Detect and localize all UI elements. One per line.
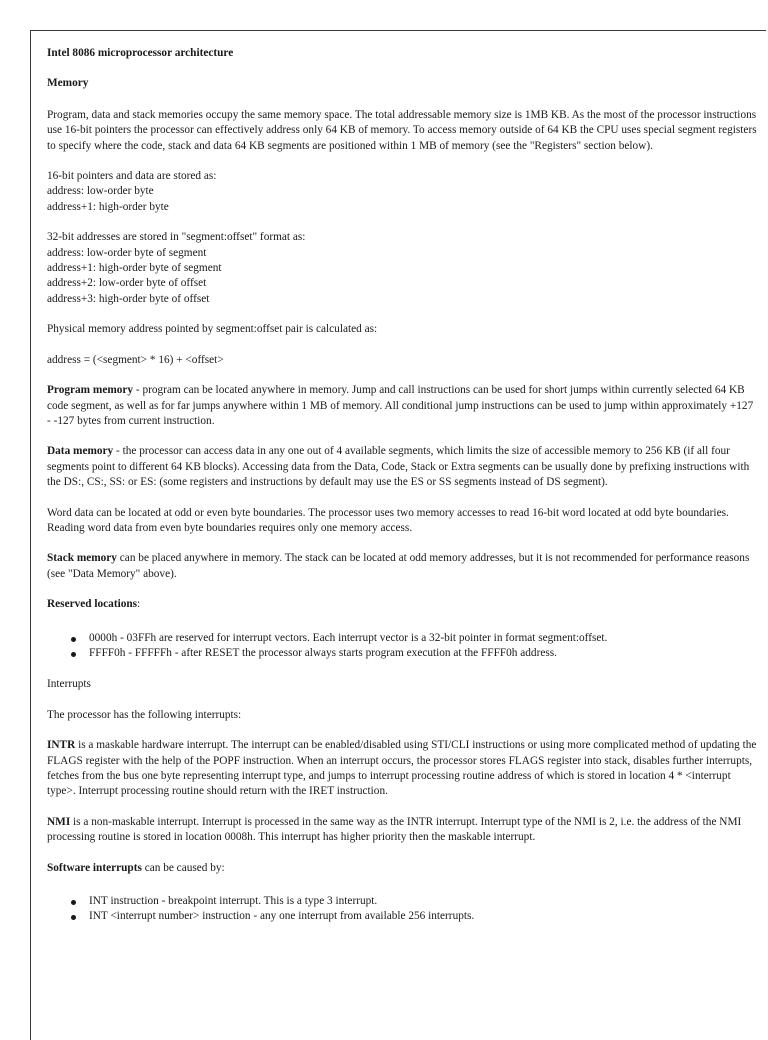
- pointers-line: address: low-order byte: [47, 185, 154, 198]
- stack-memory-paragraph: Stack memory can be placed anywhere in memory. The stack can be located at odd memory addresses, but it is not recommended for performance reasons (see "Data Memory" above).: [47, 552, 750, 580]
- data-memory-term: Data memory: [47, 445, 114, 458]
- segment-line: address+3: high-order byte of offset: [47, 292, 210, 305]
- software-interrupts-list: [47, 894, 757, 925]
- nmi-term: NMI: [47, 815, 71, 828]
- software-interrupts-term: Software interrupts: [47, 861, 142, 874]
- software-interrupts-paragraph: Software interrupts can be caused by:: [47, 861, 225, 874]
- word-data-paragraph: Word data can be located at odd or even byte boundaries. The processor uses two memory accesses to read 16-bit word located at odd byte boundaries. Reading word data from even byte boundaries requires only one memory access.: [47, 506, 729, 534]
- bullet-icon: [71, 900, 76, 905]
- segment-line: address+2: low-order byte of offset: [47, 277, 207, 290]
- pointers-paragraph: [47, 169, 757, 215]
- segment-offset-paragraph: [47, 230, 757, 307]
- memory-intro-paragraph: Program, data and stack memories occupy the same memory space. The total addressable memory size is 1MB KB. As the most of the processor instructions use 16-bit pointers the processor can effectively address only 64 KB of memory. To access memory outside of 64 KB the CPU uses special segment registers to specify where the code, stack and data 64 KB segments are positioned within 1 MB of memory (see the "Registers" section below).: [47, 108, 757, 152]
- reserved-locations-heading: Reserved locations:: [47, 598, 141, 611]
- pointers-line: 16-bit pointers and data are stored as:: [47, 170, 217, 183]
- stack-memory-term: Stack memory: [47, 552, 117, 565]
- document-body: [47, 46, 757, 941]
- list-item: FFFF0h - FFFFFh - after RESET the processor always starts program execution at the FFFF0h address.: [47, 646, 757, 661]
- segment-line: 32-bit addresses are stored in "segment:offset" format as:: [47, 231, 306, 244]
- list-item: 0000h - 03FFh are reserved for interrupt vectors. Each interrupt vector is a 32-bit pointer in format segment:offset.: [47, 631, 757, 646]
- document-title: Intel 8086 microprocessor architecture: [47, 47, 234, 59]
- data-memory-paragraph: Data memory - the processor can access data in any one out of 4 available segments, which limits the size of accessible memory to 256 KB (if all four segments point to different 64 KB blocks). Accessing data from the Data, Code, Stack or Extra segments can be usually done by prefixing instructions with the DS:, CS:, SS: or ES: (some registers and instructions by default may use the ES or SS segments instead of DS segment).: [47, 445, 750, 489]
- list-item: INT <interrupt number> instruction - any one interrupt from available 256 interrupts.: [47, 909, 757, 924]
- list-item: INT instruction - breakpoint interrupt. This is a type 3 interrupt.: [47, 894, 757, 909]
- reserved-locations-list: [47, 631, 757, 662]
- physical-address-paragraph: Physical memory address pointed by segment:offset pair is calculated as:: [47, 323, 378, 336]
- interrupts-intro: The processor has the following interrupts:: [47, 708, 242, 721]
- nmi-paragraph: NMI is a non-maskable interrupt. Interrupt is processed in the same way as the INTR interrupt. Interrupt type of the NMI is 2, i.e. the address of the NMI processing routine is stored in location 0008h. This interrupt has higher priority then the maskable interrupt.: [47, 815, 742, 844]
- intr-paragraph: INTR is a maskable hardware interrupt. The interrupt can be enabled/disabled using STI/CLI instructions or using more complicated method of updating the FLAGS register with the help of the POPF instruction. When an interrupt occurs, the processor stores FLAGS register into stack, disables further interrupts, fetches from the bus one byte representing interrupt type, and jumps to interrupt processing routine address of which is stored in location 4 * <interrupt type>. Interrupt processing routine should return with the IRET instruction.: [47, 739, 757, 798]
- pointers-line: address+1: high-order byte: [47, 200, 169, 213]
- segment-line: address: low-order byte of segment: [47, 246, 207, 259]
- program-memory-paragraph: Program memory - program can be located anywhere in memory. Jump and call instructions can be used for short jumps within currently selected 64 KB code segment, as well as for far jumps anywhere within 1 MB of memory. All conditional jump instructions can be used to jump within approximately +127 - -127 bytes from current instruction.: [47, 384, 754, 427]
- bullet-icon: [71, 652, 76, 657]
- memory-heading: Memory: [47, 77, 89, 90]
- bullet-icon: [71, 915, 76, 920]
- bullet-icon: [71, 637, 76, 642]
- segment-line: address+1: high-order byte of segment: [47, 262, 222, 275]
- intr-term: INTR: [47, 739, 76, 752]
- program-memory-term: Program memory: [47, 384, 134, 397]
- document-page: [30, 30, 766, 1040]
- address-formula: address = (<segment> * 16) + <offset>: [47, 353, 224, 366]
- interrupts-heading: Interrupts: [47, 678, 91, 691]
